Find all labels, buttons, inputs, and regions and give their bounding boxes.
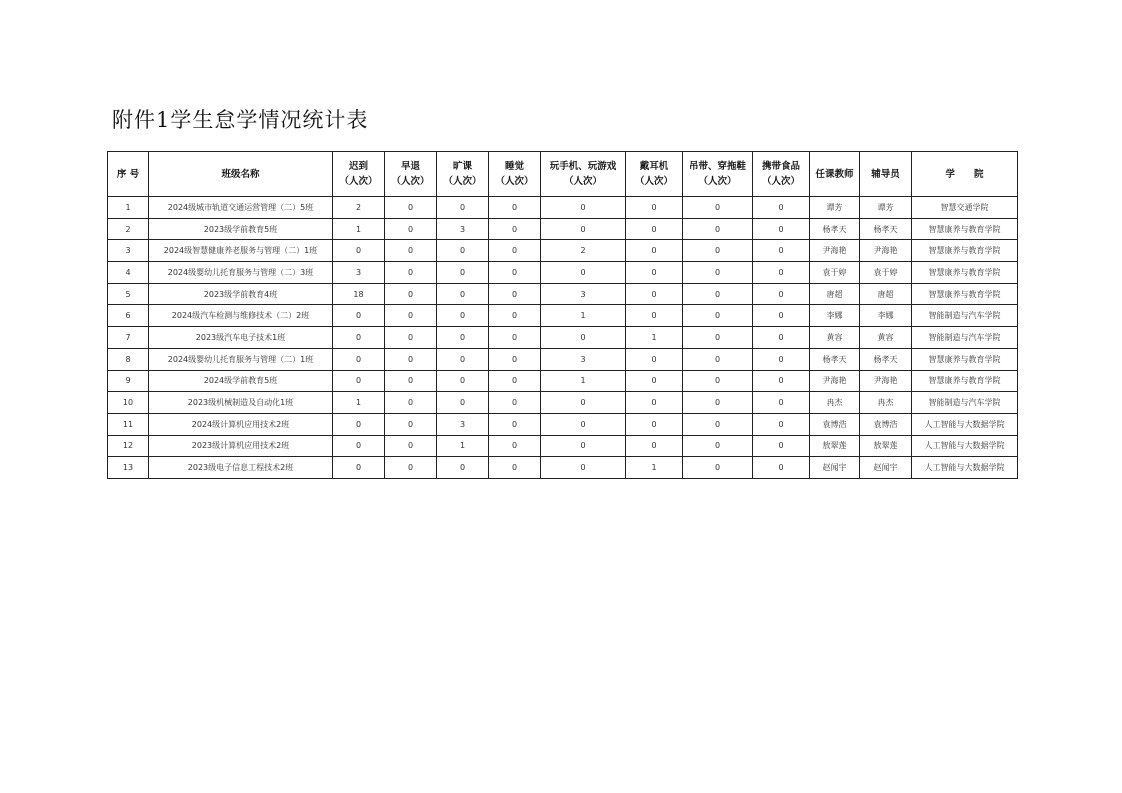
table-cell: 0 (385, 348, 437, 370)
table-header (108, 152, 1018, 197)
table-cell: 0 (626, 435, 683, 457)
table-cell: 李娜 (860, 305, 912, 327)
header-dress (683, 152, 753, 197)
table-cell: 0 (489, 218, 541, 240)
header-late (333, 152, 385, 197)
table-cell: 2024级城市轨道交通运营管理（二）5班 (149, 197, 333, 219)
table-cell: 0 (626, 262, 683, 284)
table-cell: 1 (437, 435, 489, 457)
table-cell: 0 (333, 370, 385, 392)
table-cell: 2 (333, 197, 385, 219)
table-cell: 0 (753, 348, 810, 370)
table-cell: 谭芳 (810, 197, 860, 219)
table-row (108, 218, 1018, 240)
header-label: 旷课 (452, 161, 472, 172)
table-cell: 9 (108, 370, 149, 392)
table-cell: 智慧康养与教育学院 (912, 283, 1018, 305)
table-cell: 0 (489, 435, 541, 457)
header-counselor (860, 152, 912, 197)
table-cell: 杨孝天 (810, 348, 860, 370)
table-cell: 杨孝天 (810, 218, 860, 240)
table-cell: 智慧康养与教育学院 (912, 240, 1018, 262)
table-row (108, 262, 1018, 284)
table-row (108, 197, 1018, 219)
table-cell: 0 (683, 305, 753, 327)
table-cell: 智能制造与汽车学院 (912, 305, 1018, 327)
table-cell: 0 (683, 370, 753, 392)
header-label: 玩手机、玩游戏 (549, 161, 617, 172)
table-row (108, 392, 1018, 414)
table-cell: 0 (489, 283, 541, 305)
table-cell: 0 (385, 370, 437, 392)
header-absent (437, 152, 489, 197)
table-cell: 2023级学前教育4班 (149, 283, 333, 305)
table-cell: 0 (489, 392, 541, 414)
table-cell: 0 (489, 413, 541, 435)
table-cell: 0 (683, 262, 753, 284)
table-cell: 0 (489, 348, 541, 370)
header-college (912, 152, 1018, 197)
table-cell: 3 (541, 348, 626, 370)
header-phone-games (541, 152, 626, 197)
table-cell: 0 (541, 327, 626, 349)
table-cell: 0 (626, 240, 683, 262)
table-cell: 袁博浩 (810, 413, 860, 435)
table-cell: 0 (437, 240, 489, 262)
table-cell: 0 (626, 283, 683, 305)
table-cell: 0 (385, 457, 437, 479)
table-cell: 2 (108, 218, 149, 240)
table-cell: 智慧康养与教育学院 (912, 370, 1018, 392)
table-cell: 0 (626, 197, 683, 219)
table-cell: 0 (683, 348, 753, 370)
table-cell: 0 (437, 197, 489, 219)
header-unit: （人次） (391, 176, 430, 187)
table-cell: 0 (385, 197, 437, 219)
page-title: 附件1学生怠学情况统计表 (112, 108, 369, 132)
header-label: 睡觉 (504, 161, 524, 172)
table-cell: 智慧交通学院 (912, 197, 1018, 219)
table-cell: 0 (333, 240, 385, 262)
table-cell: 尹海艳 (810, 370, 860, 392)
table-cell: 2023级计算机应用技术2班 (149, 435, 333, 457)
header-earphones (626, 152, 683, 197)
table-cell: 智慧康养与教育学院 (912, 218, 1018, 240)
table-cell: 黄容 (810, 327, 860, 349)
table-row (108, 413, 1018, 435)
table-cell: 0 (541, 435, 626, 457)
table-cell: 1 (541, 305, 626, 327)
table-row (108, 283, 1018, 305)
table-cell: 0 (683, 457, 753, 479)
table-cell: 3 (541, 283, 626, 305)
header-unit: （人次） (761, 176, 800, 187)
table-cell: 1 (626, 327, 683, 349)
header-sleeping (489, 152, 541, 197)
table-cell: 0 (437, 370, 489, 392)
header-label: 任课教师 (815, 168, 854, 180)
table-cell: 尹海艳 (810, 240, 860, 262)
table-cell: 2024级婴幼儿托育服务与管理（二）3班 (149, 262, 333, 284)
table-cell: 杨孝天 (860, 348, 912, 370)
table-cell: 0 (541, 392, 626, 414)
table-cell: 0 (437, 327, 489, 349)
table-cell: 人工智能与大数据学院 (912, 435, 1018, 457)
table-cell: 1 (333, 392, 385, 414)
table-cell: 2024级计算机应用技术2班 (149, 413, 333, 435)
table-cell: 智能制造与汽车学院 (912, 327, 1018, 349)
table-cell: 0 (753, 197, 810, 219)
table-cell: 0 (385, 262, 437, 284)
table-cell: 7 (108, 327, 149, 349)
table-cell: 0 (541, 262, 626, 284)
table-cell: 0 (437, 262, 489, 284)
table-row (108, 327, 1018, 349)
table-cell: 唐超 (860, 283, 912, 305)
header-row (108, 152, 1018, 197)
header-class-name (149, 152, 333, 197)
table-cell: 12 (108, 435, 149, 457)
table-cell: 0 (683, 327, 753, 349)
table-cell: 0 (753, 218, 810, 240)
stats-table (107, 151, 1018, 479)
table-row (108, 435, 1018, 457)
table-cell: 0 (437, 457, 489, 479)
header-label: 携带食品 (761, 161, 800, 172)
table-cell: 0 (437, 392, 489, 414)
header-unit: （人次） (698, 176, 737, 187)
header-label: 迟到 (348, 161, 368, 172)
table-cell: 敖翠莲 (810, 435, 860, 457)
header-label: 班级名称 (221, 168, 260, 180)
header-food (753, 152, 810, 197)
table-cell: 0 (753, 240, 810, 262)
table-cell: 3 (108, 240, 149, 262)
table-cell: 0 (683, 392, 753, 414)
table-cell: 唐超 (810, 283, 860, 305)
table-cell: 0 (753, 370, 810, 392)
table-cell: 尹海艳 (860, 240, 912, 262)
header-unit: （人次） (495, 176, 534, 187)
table-cell: 0 (489, 327, 541, 349)
table-cell: 0 (333, 348, 385, 370)
table-cell: 0 (333, 305, 385, 327)
table-cell: 智慧康养与教育学院 (912, 348, 1018, 370)
table-cell: 0 (385, 435, 437, 457)
table-cell: 0 (385, 218, 437, 240)
table-cell: 尹海艳 (860, 370, 912, 392)
table-cell: 0 (333, 457, 385, 479)
table-cell: 0 (753, 305, 810, 327)
header-unit: （人次） (634, 176, 673, 187)
table-cell: 0 (753, 457, 810, 479)
table-cell: 0 (385, 392, 437, 414)
table-cell: 谭芳 (860, 197, 912, 219)
table-cell: 0 (489, 240, 541, 262)
table-cell: 袁于婷 (810, 262, 860, 284)
header-index (108, 152, 149, 197)
table-cell: 3 (437, 218, 489, 240)
table-cell: 0 (683, 240, 753, 262)
table-cell: 0 (489, 457, 541, 479)
table-cell: 0 (333, 413, 385, 435)
table-body (108, 197, 1018, 479)
table-cell: 李娜 (810, 305, 860, 327)
table-cell: 袁博浩 (860, 413, 912, 435)
table-cell: 智慧康养与教育学院 (912, 262, 1018, 284)
header-label: 序 号 (116, 168, 140, 180)
table-row (108, 457, 1018, 479)
table-cell: 0 (626, 218, 683, 240)
table-row (108, 348, 1018, 370)
table-cell: 0 (753, 392, 810, 414)
table-cell: 0 (437, 283, 489, 305)
table-cell: 0 (385, 305, 437, 327)
table-cell: 0 (385, 240, 437, 262)
table-row (108, 370, 1018, 392)
table-cell: 0 (541, 413, 626, 435)
table-cell: 赵闻宇 (810, 457, 860, 479)
table-cell: 冉杰 (860, 392, 912, 414)
table-cell: 敖翠莲 (860, 435, 912, 457)
table-row (108, 240, 1018, 262)
table-cell: 2 (541, 240, 626, 262)
header-label: 戴耳机 (639, 161, 669, 172)
table-cell: 8 (108, 348, 149, 370)
table-cell: 0 (437, 305, 489, 327)
table-cell: 10 (108, 392, 149, 414)
table-cell: 0 (489, 370, 541, 392)
header-unit: （人次） (443, 176, 482, 187)
table-cell: 1 (626, 457, 683, 479)
table-cell: 5 (108, 283, 149, 305)
table-cell: 11 (108, 413, 149, 435)
table-cell: 0 (753, 283, 810, 305)
header-label: 早退 (400, 161, 420, 172)
table-cell: 1 (541, 370, 626, 392)
table-cell: 0 (541, 197, 626, 219)
table-cell: 0 (753, 413, 810, 435)
table-cell: 0 (541, 457, 626, 479)
table-cell: 0 (683, 283, 753, 305)
header-label: 辅导员 (871, 168, 900, 180)
table-cell: 赵闻宇 (860, 457, 912, 479)
header-label: 学 院 (945, 168, 984, 180)
table-cell: 袁于婷 (860, 262, 912, 284)
table-cell: 人工智能与大数据学院 (912, 413, 1018, 435)
table-cell: 0 (626, 348, 683, 370)
table-cell: 1 (108, 197, 149, 219)
table-cell: 6 (108, 305, 149, 327)
table-cell: 2024级婴幼儿托育服务与管理（二）1班 (149, 348, 333, 370)
table-cell: 0 (683, 435, 753, 457)
table-cell: 黄容 (860, 327, 912, 349)
header-unit: （人次） (339, 176, 378, 187)
table-cell: 2023级学前教育5班 (149, 218, 333, 240)
table-cell: 0 (626, 305, 683, 327)
table-cell: 2024级智慧健康养老服务与管理（二）1班 (149, 240, 333, 262)
table-cell: 0 (489, 305, 541, 327)
table-cell: 智能制造与汽车学院 (912, 392, 1018, 414)
table-cell: 0 (489, 262, 541, 284)
table-cell: 13 (108, 457, 149, 479)
table-cell: 0 (437, 348, 489, 370)
table-cell: 冉杰 (810, 392, 860, 414)
table-cell: 0 (683, 218, 753, 240)
table-cell: 0 (385, 327, 437, 349)
table-cell: 2024级学前教育5班 (149, 370, 333, 392)
table-cell: 0 (753, 435, 810, 457)
header-teacher (810, 152, 860, 197)
table-cell: 3 (437, 413, 489, 435)
table-cell: 0 (541, 218, 626, 240)
table-cell: 0 (683, 413, 753, 435)
table-cell: 0 (753, 262, 810, 284)
table-cell: 0 (385, 413, 437, 435)
table-cell: 2023级机械制造及自动化1班 (149, 392, 333, 414)
table-cell: 2023级汽车电子技术1班 (149, 327, 333, 349)
header-unit: （人次） (563, 176, 602, 187)
table-cell: 0 (333, 327, 385, 349)
table-row (108, 305, 1018, 327)
table-cell: 0 (385, 283, 437, 305)
table-cell: 2024级汽车检测与维修技术（二）2班 (149, 305, 333, 327)
table-cell: 0 (626, 370, 683, 392)
header-label: 吊带、穿拖鞋 (688, 161, 746, 172)
table-cell: 人工智能与大数据学院 (912, 457, 1018, 479)
table-cell: 3 (333, 262, 385, 284)
table-cell: 0 (753, 327, 810, 349)
table-cell: 0 (489, 197, 541, 219)
table-cell: 0 (626, 413, 683, 435)
table-cell: 4 (108, 262, 149, 284)
table-cell: 1 (333, 218, 385, 240)
table-cell: 18 (333, 283, 385, 305)
table-cell: 杨孝天 (860, 218, 912, 240)
table-cell: 0 (683, 197, 753, 219)
table-cell: 0 (333, 435, 385, 457)
table-cell: 2023级电子信息工程技术2班 (149, 457, 333, 479)
table-cell: 0 (626, 392, 683, 414)
header-leave-early (385, 152, 437, 197)
